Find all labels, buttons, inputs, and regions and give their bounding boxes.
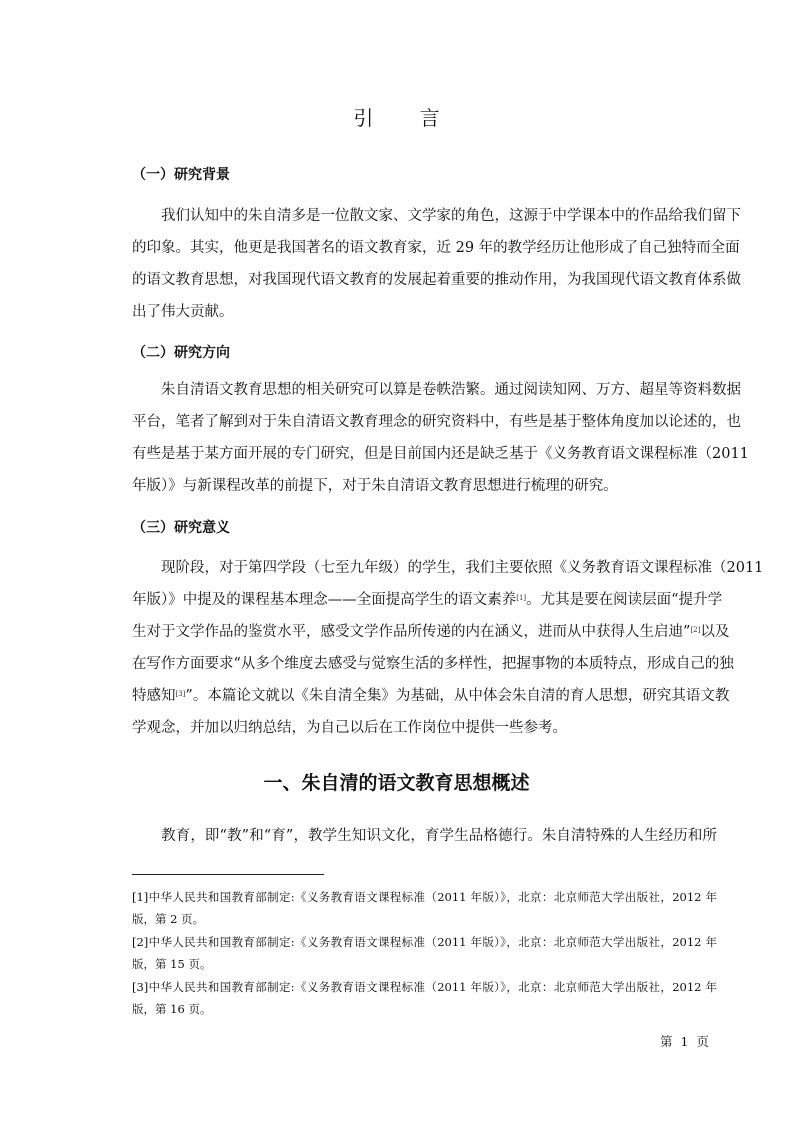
- footnote-1: [1]中华人民共和国教育部制定:《义务教育语文课程标准（2011 年版）》，北京：北京师范大学出版社，2012 年 版，第 2 页。: [132, 890, 717, 926]
- text-line: 现阶段，对于第四学段（七至九年级）的学生，我们主要依照《义务教育语文课程标准（2011: [161, 560, 764, 576]
- paragraph-significance: [132, 552, 764, 744]
- section-heading-significance: （三）研究意义: [132, 520, 230, 536]
- paragraph-direction: [132, 374, 749, 502]
- section-heading-background: （一）研究背景: [132, 167, 230, 183]
- text-line: 我们认知中的朱自清多是一位散文家、文学家的角色，这源于中学课本中的作品给我们留下: [161, 208, 741, 224]
- text-line: 教育，即“教”和“育”，教学生知识文化，育学生品格德行。朱自清特殊的人生经历和所: [161, 828, 717, 844]
- text-line: 朱自清语文教育思想的相关研究可以算是卷帙浩繁。通过阅读知网、万方、超星等资料数据: [161, 382, 741, 398]
- text-line: 的印象。其实，他更是我国著名的语文教育家，近 29 年的教学经历让他形成了自己独特而全面: [132, 240, 740, 256]
- text-line: 以及: [700, 624, 730, 640]
- footnote-3: [3]中华人民共和国教育部制定:《义务教育语文课程标准（2011 年版）》，北京：北京师范大学出版社，2012 年 版，第 16 页。: [132, 980, 717, 1016]
- text-line: 。尤其是要在阅读层面“提升学: [526, 592, 723, 608]
- footnote-ref-1[interactable]: [1]: [516, 594, 527, 602]
- text-line: 特感知: [132, 688, 176, 704]
- page-number: 第 1 页: [660, 1034, 709, 1049]
- paragraph-background: [132, 200, 741, 328]
- footnote-ref-3[interactable]: [3]: [175, 690, 186, 698]
- page-title: 引 言: [353, 106, 460, 130]
- text-line: 的语文教育思想，对我国现代语文教育的发展起着重要的推动作用，为我国现代语文教育体系做: [132, 272, 741, 288]
- text-line: 有些是基于某方面开展的专门研究，但是目前国内还是缺乏基于《义务教育语文课程标准（2011: [132, 446, 749, 462]
- paragraph-chapter-intro: [132, 820, 717, 852]
- text-line: 在写作方面要求“从多个维度去感受与觉察生活的多样性，把握事物的本质特点，形成自己的独: [132, 656, 734, 672]
- text-line: 年版）》中提及的课程基本理念——全面提高学生的语文素养: [132, 592, 517, 608]
- footnote-divider: [132, 874, 324, 875]
- text-line: 生对于文学作品的鉴赏水平，感受文学作品所传递的内在涵义，进而从中获得人生启迪”: [132, 624, 691, 640]
- text-line: 学观念，并加以归纳总结，为自己以后在工作岗位中提供一些参考。: [132, 720, 567, 736]
- text-line: 平台，笔者了解到对于朱自清语文教育理念的研究资料中，有些是基于整体角度加以论述的，也: [132, 414, 741, 430]
- text-line: 年版）》与新课程改革的前提下，对于朱自清语文教育思想进行梳理的研究。: [132, 478, 618, 494]
- footnote-ref-2[interactable]: [2]: [690, 626, 701, 634]
- footnote-2: [2]中华人民共和国教育部制定:《义务教育语文课程标准（2011 年版）》，北京：北京师范大学出版社，2012 年 版，第 15 页。: [132, 935, 717, 971]
- section-heading-direction: （二）研究方向: [132, 345, 230, 361]
- chapter-title: 一、朱自清的语文教育思想概述: [263, 772, 530, 794]
- text-line: ”。本篇论文就以《朱自清全集》为基础，从中体会朱自清的育人思想，研究其语文教: [185, 688, 730, 704]
- text-line: 出了伟大贡献。: [132, 304, 234, 320]
